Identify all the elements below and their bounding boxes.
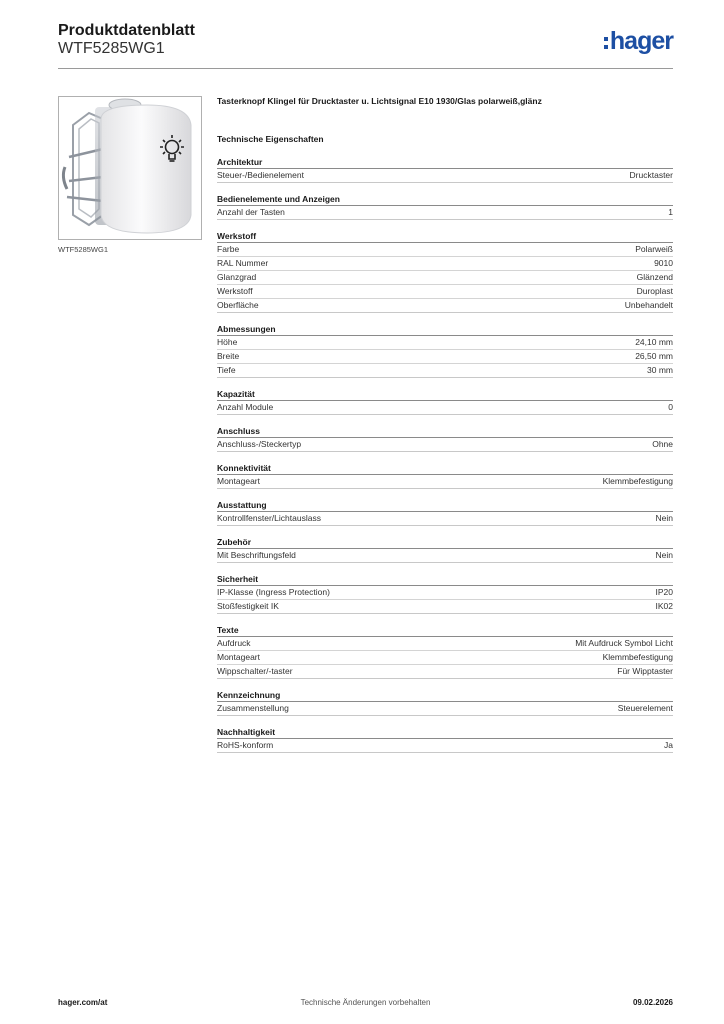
property-value: IP20 [655, 587, 673, 597]
property-row [217, 512, 673, 526]
property-section [217, 573, 673, 614]
property-value: Unbehandelt [624, 300, 673, 310]
article-number: WTF5285WG1 [58, 40, 165, 57]
property-row [217, 206, 673, 220]
property-value: Ja [664, 740, 673, 750]
image-caption: WTF5285WG1 [58, 245, 109, 254]
property-section [217, 193, 673, 220]
property-row [217, 475, 673, 489]
property-row [217, 336, 673, 350]
property-row [217, 364, 673, 378]
property-label: Breite [217, 351, 240, 361]
property-value: 1 [668, 207, 673, 217]
property-row [217, 299, 673, 313]
property-row [217, 665, 673, 679]
property-row [217, 285, 673, 299]
property-value: 26,50 mm [635, 351, 673, 361]
property-label: Wippschalter/-taster [217, 666, 293, 676]
section-title: Bedienelemente und Anzeigen [217, 193, 673, 206]
property-label: Anzahl der Tasten [217, 207, 285, 217]
section-title: Konnektivität [217, 462, 673, 475]
section-title: Ausstattung [217, 499, 673, 512]
section-title: Kennzeichnung [217, 689, 673, 702]
property-section [217, 462, 673, 489]
property-section [217, 726, 673, 753]
property-row [217, 637, 673, 651]
property-sections [217, 156, 673, 753]
section-title: Kapazität [217, 388, 673, 401]
property-value: Duroplast [636, 286, 673, 296]
property-label: Farbe [217, 244, 240, 254]
property-row [217, 702, 673, 716]
property-label: RAL Nummer [217, 258, 269, 268]
section-title: Nachhaltigkeit [217, 726, 673, 739]
property-value: Für Wipptaster [617, 666, 673, 676]
property-value: Drucktaster [629, 170, 673, 180]
property-row [217, 586, 673, 600]
property-row [217, 549, 673, 563]
property-section [217, 499, 673, 526]
property-row [217, 350, 673, 364]
logo-text: hager [609, 26, 673, 55]
property-value: 9010 [654, 258, 673, 268]
section-title: Abmessungen [217, 323, 673, 336]
property-label: IP-Klasse (Ingress Protection) [217, 587, 330, 597]
section-title: Anschluss [217, 425, 673, 438]
page-title: Produktdatenblatt [58, 22, 195, 39]
property-label: Anschluss-/Steckertyp [217, 439, 302, 449]
property-label: Stoßfestigkeit IK [217, 601, 279, 611]
section-title: Sicherheit [217, 573, 673, 586]
property-value: Nein [655, 550, 673, 560]
datasheet-content [217, 96, 673, 763]
property-row [217, 600, 673, 614]
property-label: Steuer-/Bedienelement [217, 170, 304, 180]
property-value: Nein [655, 513, 673, 523]
property-value: Steuerelement [617, 703, 673, 713]
section-title: Texte [217, 624, 673, 637]
property-value: 30 mm [647, 365, 673, 375]
property-value: Mit Aufdruck Symbol Licht [575, 638, 673, 648]
footer-date: 09.02.2026 [632, 998, 673, 1007]
property-section [217, 536, 673, 563]
hager-logo [604, 27, 673, 55]
property-label: RoHS-konform [217, 740, 274, 750]
property-label: Glanzgrad [217, 272, 257, 282]
page-header [58, 22, 673, 68]
property-section [217, 156, 673, 183]
header-divider [58, 68, 673, 69]
property-value: Klemmbefestigung [602, 476, 673, 486]
property-row [217, 169, 673, 183]
logo-dots-icon [604, 37, 608, 49]
property-value: 24,10 mm [635, 337, 673, 347]
property-label: Montageart [217, 476, 260, 486]
footer-notice: Technische Änderungen vorbehalten [300, 998, 431, 1007]
product-image [58, 96, 202, 240]
technical-properties-heading: Technische Eigenschaften [217, 134, 324, 144]
property-label: Höhe [217, 337, 238, 347]
property-value: 0 [668, 402, 673, 412]
section-title: Architektur [217, 156, 673, 169]
property-row [217, 243, 673, 257]
property-label: Tiefe [217, 365, 236, 375]
property-value: Klemmbefestigung [602, 652, 673, 662]
property-value: Ohne [652, 439, 673, 449]
property-section [217, 689, 673, 716]
property-label: Zusammenstellung [217, 703, 289, 713]
property-section [217, 624, 673, 679]
property-label: Kontrollfenster/Lichtauslass [217, 513, 321, 523]
property-label: Werkstoff [217, 286, 253, 296]
property-label: Oberfläche [217, 300, 259, 310]
property-row [217, 438, 673, 452]
property-row [217, 401, 673, 415]
push-button-knob-icon [59, 97, 201, 239]
section-title: Zubehör [217, 536, 673, 549]
property-value: Polarweiß [635, 244, 673, 254]
property-row [217, 257, 673, 271]
property-value: IK02 [655, 601, 673, 611]
property-label: Anzahl Module [217, 402, 274, 412]
section-title: Werkstoff [217, 230, 673, 243]
property-label: Montageart [217, 652, 260, 662]
property-row [217, 271, 673, 285]
property-section [217, 388, 673, 415]
property-row [217, 739, 673, 753]
property-label: Mit Beschriftungsfeld [217, 550, 296, 560]
property-section [217, 230, 673, 313]
property-label: Aufdruck [217, 638, 251, 648]
property-value: Glänzend [636, 272, 673, 282]
property-section [217, 323, 673, 378]
product-description: Tasterknopf Klingel für Drucktaster u. Lichtsignal E10 1930/Glas polarweiß,glänz [217, 96, 542, 106]
page-footer [58, 998, 673, 1010]
property-row [217, 651, 673, 665]
footer-website: hager.com/at [58, 998, 108, 1007]
property-section [217, 425, 673, 452]
